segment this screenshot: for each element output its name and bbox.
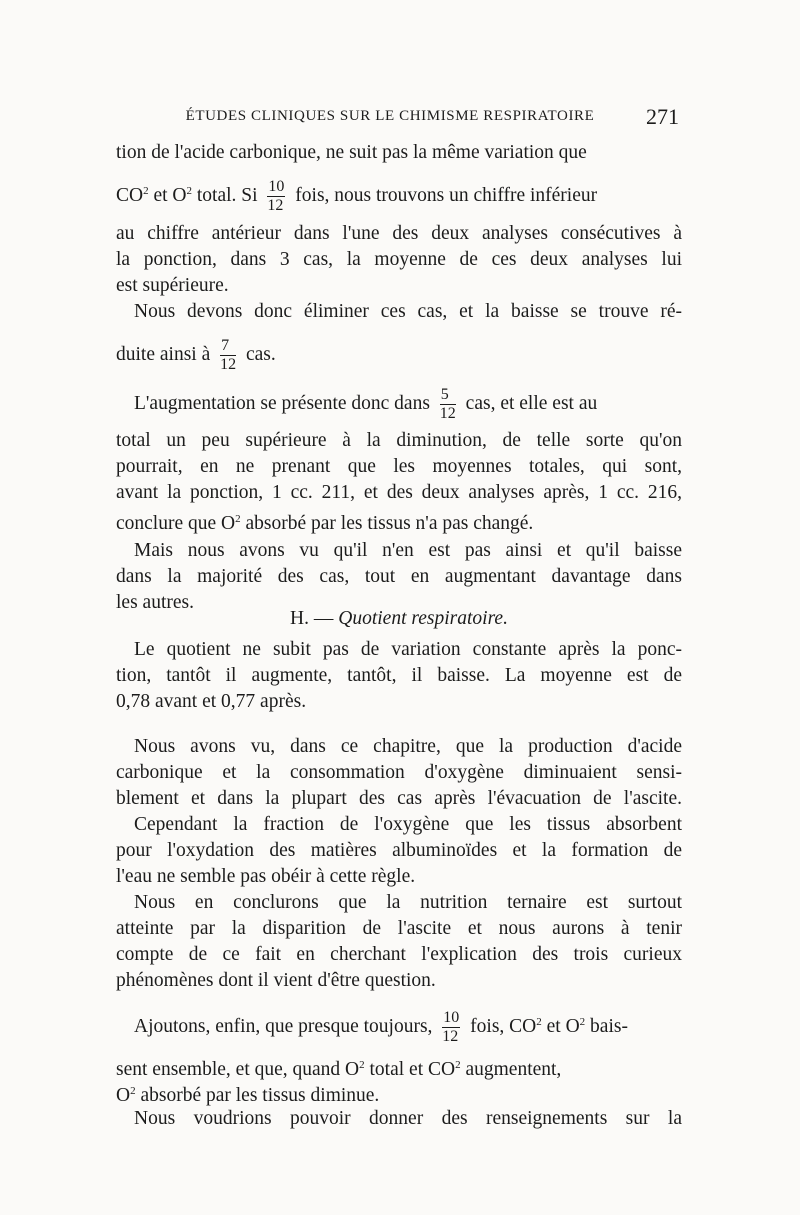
text-line: $O^2$ absorbé par les tissus diminue. — [116, 1085, 380, 1106]
fraction: $\frac{10}{12}$ — [442, 1009, 460, 1046]
text-line: tion, tantôt il augmente, tantôt, il baisse. La moyenne est de — [116, 665, 682, 686]
text-line: avant la ponction, 1 cc. 211, et des deux analyses après, 1 cc. 216, — [116, 482, 682, 503]
text-line: dans la majorité des cas, tout en augmentant davantage dans — [116, 566, 682, 587]
text-line: tion de l'acide carbonique, ne suit pas la même variation que — [116, 142, 587, 163]
fraction: $\frac{7}{12}$ — [220, 337, 237, 373]
text-line: au chiffre antérieur dans l'une des deux analyses consécutives à — [116, 223, 682, 244]
text-line: compte de ce fait en cherchant l'explication des trois curieux — [116, 944, 682, 965]
text-line: phénomènes dont il vient d'être question. — [116, 970, 436, 991]
text-line: est supérieure. — [116, 275, 229, 296]
text-line: L'augmentation se présente donc dans $\frac{5}{12}$ cas, et elle est au — [134, 386, 598, 422]
text-line: Nous devons donc éliminer ces cas, et la baisse se trouve ré- — [134, 301, 682, 322]
text-line: pourrait, en ne prenant que les moyennes totales, qui sont, — [116, 456, 682, 477]
text-line: $CO^2$ et $O^2$ total. Si $\frac{10}{12}$ fois, nous trouvons un chiffre inférieur — [116, 178, 598, 215]
text-line: duite ainsi à $\frac{7}{12}$ cas. — [116, 337, 276, 373]
text-line: pour l'oxydation des matières albuminoïdes et la formation de — [116, 840, 682, 861]
text-line: blement et dans la plupart des cas après l'évacuation de l'ascite. — [116, 788, 682, 809]
text-line: Mais nous avons vu qu'il n'en est pas ainsi et qu'il baisse — [134, 540, 682, 561]
section-heading: H. — Quotient respiratoire. — [290, 608, 508, 629]
fraction: $\frac{5}{12}$ — [439, 386, 456, 422]
fraction: $\frac{10}{12}$ — [267, 178, 285, 215]
text-line: Nous avons vu, dans ce chapitre, que la production d'acide — [134, 736, 682, 757]
text-line: l'eau ne semble pas obéir à cette règle. — [116, 866, 416, 887]
running-title: ÉTUDES CLINIQUES SUR LE CHIMISME RESPIRATOIRE — [185, 108, 595, 124]
page-number: 271 — [646, 104, 679, 129]
text-line: conclure que $O^2$ absorbé par les tissus n'a pas changé. — [116, 513, 534, 534]
text-line: la ponction, dans 3 cas, la moyenne de ces deux analyses lui — [116, 249, 682, 270]
text-line: Nous en conclurons que la nutrition ternaire est surtout — [134, 892, 682, 913]
text-line: Nous voudrions pouvoir donner des renseignements sur la — [134, 1108, 682, 1129]
text-line: Le quotient ne subit pas de variation constante après la ponc- — [134, 639, 682, 660]
text-line: Ajoutons, enfin, que presque toujours, $\frac{10}{12}$ fois, $CO^2$ et $O^2$ bais- — [134, 1009, 628, 1046]
text-line: 0,78 avant et 0,77 après. — [116, 691, 307, 712]
text-line: carbonique et la consommation d'oxygène diminuaient sensi- — [116, 762, 682, 783]
text-line: les autres. — [116, 592, 194, 613]
text-line: sent ensemble, et que, quand $O^2$ total et $CO^2$ augmentent, — [116, 1059, 562, 1080]
text-line: total un peu supérieure à la diminution, de telle sorte qu'on — [116, 430, 682, 451]
text-line: Cependant la fraction de l'oxygène que les tissus absorbent — [134, 814, 682, 835]
text-line: atteinte par la disparition de l'ascite et nous aurons à tenir — [116, 918, 682, 939]
